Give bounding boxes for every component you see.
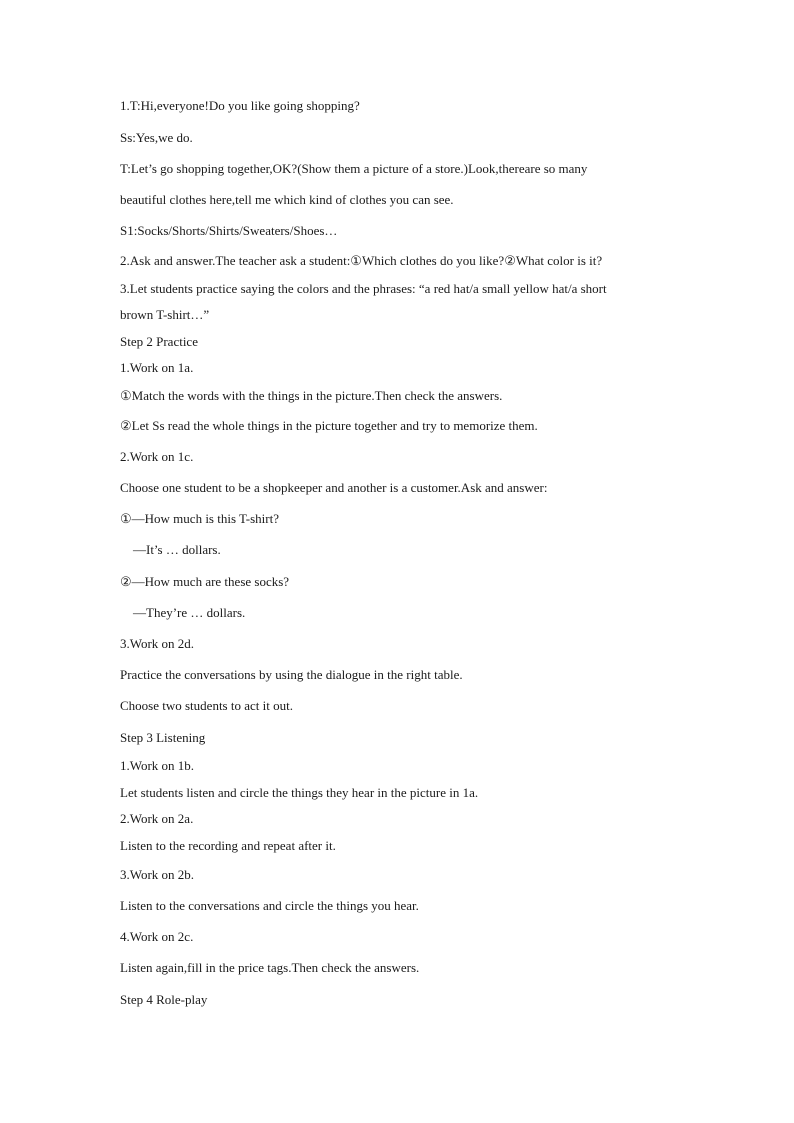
text-line: Practice the conversations by using the dialogue in the right table. — [120, 667, 463, 682]
text-line: ①Match the words with the things in the picture.Then check the answers. — [120, 388, 503, 403]
text-line: 2.Ask and answer.The teacher ask a student:①Which clothes do you like?②What color is it? — [120, 253, 603, 268]
text-line: Choose two students to act it out. — [120, 698, 293, 713]
text-line: 2.Work on 2a. — [120, 811, 194, 826]
text-line: Listen to the recording and repeat after it. — [120, 838, 336, 853]
text-line: 3.Work on 2b. — [120, 867, 195, 882]
text-line: 1.Work on 1a. — [120, 360, 194, 375]
text-line: ②—How much are these socks? — [120, 574, 290, 589]
text-line: 3.Let students practice saying the colors and the phrases: “a red hat/a small yellow hat/a short — [120, 281, 607, 296]
text-line: T:Let’s go shopping together,OK?(Show them a picture of a store.)Look,thereare so many — [120, 161, 588, 176]
text-line: Listen to the conversations and circle the things you hear. — [120, 898, 419, 913]
text-line: Choose one student to be a shopkeeper and another is a customer.Ask and answer: — [120, 480, 548, 495]
text-line: ②Let Ss read the whole things in the picture together and try to memorize them. — [120, 418, 538, 433]
text-line: brown T-shirt…” — [120, 307, 210, 322]
text-line: beautiful clothes here,tell me which kind of clothes you can see. — [120, 192, 454, 207]
text-line: 3.Work on 2d. — [120, 636, 195, 651]
text-line: Let students listen and circle the things they hear in the picture in 1a. — [120, 785, 479, 800]
section-heading: Step 2 Practice — [120, 334, 198, 349]
text-line: ①—How much is this T-shirt? — [120, 511, 279, 526]
text-line: —It’s … dollars. — [133, 542, 221, 557]
text-line: S1:Socks/Shorts/Shirts/Sweaters/Shoes… — [120, 223, 338, 238]
text-line: 4.Work on 2c. — [120, 929, 194, 944]
text-line: Listen again,fill in the price tags.Then check the answers. — [120, 960, 420, 975]
text-line: 2.Work on 1c. — [120, 449, 194, 464]
text-line: Ss:Yes,we do. — [120, 130, 193, 145]
section-heading: Step 3 Listening — [120, 730, 206, 745]
text-line: 1.T:Hi,everyone!Do you like going shopping? — [120, 98, 360, 113]
text-line: 1.Work on 1b. — [120, 758, 195, 773]
section-heading: Step 4 Role-play — [120, 992, 208, 1007]
text-line: —They’re … dollars. — [133, 605, 246, 620]
